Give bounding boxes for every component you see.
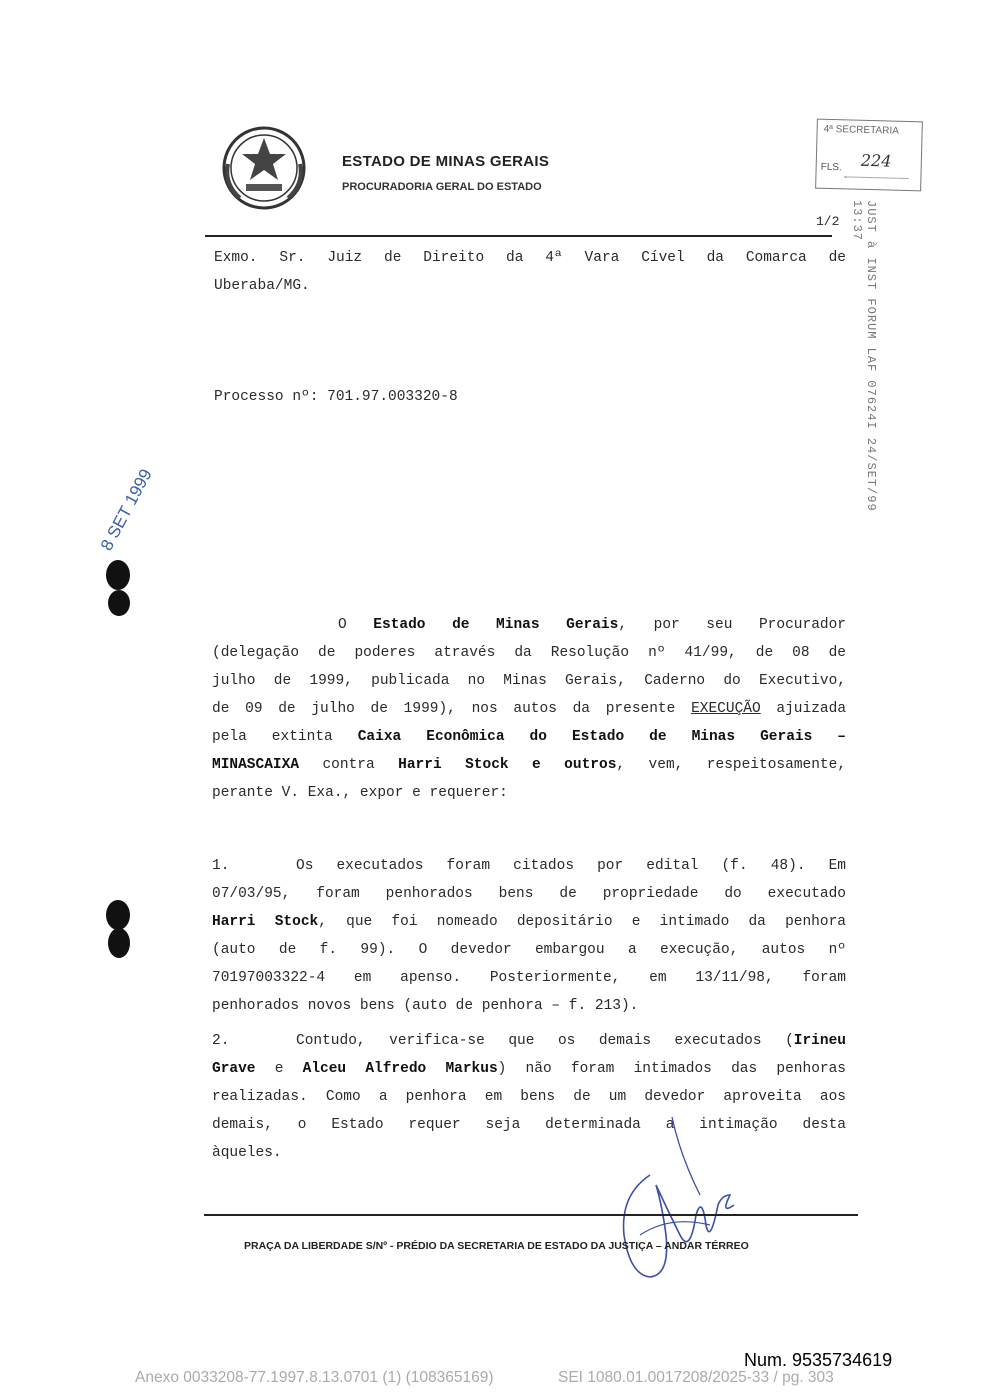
header-title: ESTADO DE MINAS GERAIS	[342, 153, 550, 170]
address-line-1: Exmo. Sr. Juiz de Direito da 4ª Vara Cível da Comarca de	[214, 250, 846, 266]
header-rule	[205, 235, 832, 237]
signature	[610, 1115, 750, 1285]
punch-mark	[108, 928, 130, 958]
date-stamp: 8 SET 1999	[96, 465, 156, 554]
footer-address: PRAÇA DA LIBERDADE S/Nº - PRÉDIO DA SECRETARIA DE ESTADO DA JUSTIÇA – ANDAR TÉRREO	[244, 1240, 749, 1252]
annex-reference: Anexo 0033208-77.1997.8.13.0701 (1) (108365169)	[135, 1369, 494, 1386]
sei-reference: SEI 1080.01.0017208/2025-33 / pg. 303	[558, 1369, 834, 1386]
punch-mark	[108, 590, 130, 616]
document-number: Num. 9535734619	[744, 1350, 893, 1370]
stamp-secretaria: 4ª SECRETARIA	[823, 123, 899, 137]
header-subtitle: PROCURADORIA GERAL DO ESTADO	[342, 181, 542, 193]
secretaria-stamp	[815, 119, 923, 192]
item-2-paragraph: 2. Contudo, verifica-se que os demais executados (Irineu Grave e Alceu Alfredo Markus) não foram intimados das penhoras realizadas. Como a penhora em bens de um devedor aproveita aos demais, o Estado requer seja determinada a intimação desta àqueles.	[212, 1033, 846, 1161]
protocol-stamp: JUST à INST FORUM LAF 07624I 24/SET/99 13:37	[850, 200, 878, 512]
punch-mark	[106, 900, 130, 930]
intro-paragraph: O Estado de Minas Gerais, por seu Procurador (delegação de poderes através da Resolução nº 41/99, de 08 de julho de 1999, publicada no Minas Gerais, Caderno do Executivo, de 09 de julho de 1999), nos autos da presente EXECUÇÃO ajuizada pela extinta Caixa Econômica do Estado de Minas Gerais – MINASCAIXA contra Harri Stock e outros, vem, respeitosamente, perante V. Exa., expor e requerer:	[212, 617, 847, 801]
punch-mark	[106, 560, 130, 590]
process-number: Processo nº: 701.97.003320-8	[214, 389, 458, 405]
stamp-fls-value: 224	[860, 150, 892, 171]
item-1-paragraph: 1. Os executados foram citados por edital (f. 48). Em 07/03/95, foram penhorados bens de propriedade do executado Harri Stock, que foi nomeado depositário e intimado da penhora (auto de f. 99). O devedor embargou a execução, autos nº 70197003322-4 em apenso. Posteriormente, em 13/11/98, foram penhorados novos bens (auto de penhora – f. 213).	[212, 858, 846, 1014]
coat-of-arms-logo	[216, 124, 312, 214]
footer-rule	[204, 1214, 858, 1216]
address-line-2: Uberaba/MG.	[214, 278, 310, 294]
stamp-fls-label: FLS.	[820, 161, 842, 174]
page-number: 1/2	[816, 214, 840, 229]
